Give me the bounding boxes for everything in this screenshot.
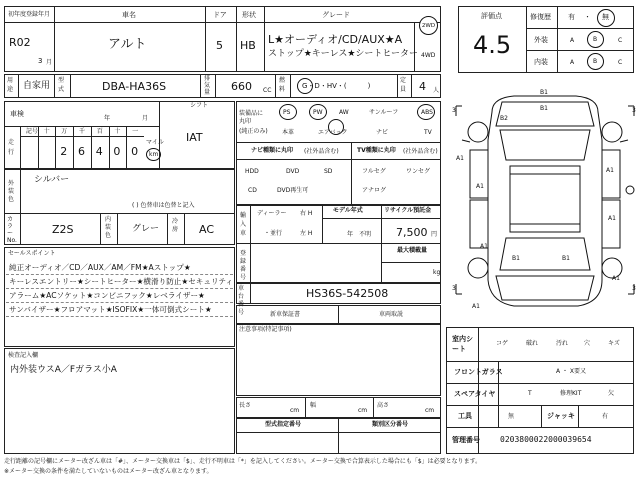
diagram-bracket-1: 3 [452, 107, 456, 114]
mileage-col-divider [55, 126, 56, 169]
diagram-label-12: B1 [562, 255, 570, 262]
sales-line-rule [6, 316, 233, 317]
reg-number-header: 登録番号 [240, 250, 247, 281]
sales-line: キーレスエントリー★シートヒーター★横滑り防止★セキュリティ [9, 277, 234, 286]
manual-header: 車両取説 [379, 311, 404, 318]
diagram-label-6: A1 [606, 167, 614, 174]
dims-block [236, 397, 441, 418]
spare-kit: 修理KIT [560, 390, 582, 397]
mileage-digit: 0 [131, 145, 139, 158]
model-value: DBA-HA36S [102, 80, 167, 93]
equip-item-label: ABS [421, 109, 433, 116]
diagram-label-5: A1 [480, 243, 488, 250]
sales-line-rule [6, 302, 233, 303]
grade-line2: ストップ★キーレス★シートヒーター [268, 49, 419, 59]
car-name-header: 車名 [122, 11, 136, 19]
use-value: 自家用 [23, 81, 51, 91]
inspect-year: 年 [104, 115, 111, 122]
car-damage-diagram [452, 80, 638, 325]
navi-dvd-play: DVD再生可 [277, 187, 309, 194]
import-parallel: ・並行 [264, 230, 283, 237]
use-header: 用途 [7, 77, 14, 93]
check-header: 検査記入欄 [8, 352, 39, 359]
color-note: ( ) 色替車は色替と記入 [132, 202, 195, 209]
interior-c: C [618, 59, 623, 66]
exterior-a: A [570, 37, 575, 44]
recycle-unit: 円 [431, 231, 438, 238]
import-dealer: ディーラー [257, 210, 287, 217]
diagram-label-11: B1 [512, 255, 520, 262]
seat-item: コゲ [496, 340, 509, 347]
height-unit: cm [425, 407, 435, 414]
color-value: シルバー [34, 175, 70, 185]
navi-cd: CD [248, 187, 257, 194]
mileage-col-header: 一 [132, 128, 139, 135]
reg-year-value: R02 [9, 36, 31, 49]
cc-header: 排気量 [204, 75, 211, 96]
seat-header: 室内シート [452, 335, 473, 353]
cc-value: 660 [231, 80, 252, 93]
import-left: 左 H [300, 230, 313, 237]
tv-header: TV種類に丸印 [357, 147, 396, 154]
sales-line: サンバイザー★フロアマット★ISOFIX★一体可倒式シート★ [9, 305, 212, 314]
import-right: 右 H [300, 210, 313, 217]
mileage-col-header: 百 [96, 128, 103, 135]
repair-sep: ・ [584, 13, 591, 21]
inspect-header: 車検 [10, 110, 24, 118]
sales-line: アラーム★ACソケット★コンビニフック★レベライザー★ [9, 291, 205, 300]
diagram-body-outline [488, 96, 602, 306]
score-header: 評価点 [481, 12, 502, 20]
sales-line: 純正オーディオ／CD／AUX／AM／FM★Aストップ★ [9, 263, 191, 272]
glass-header: フロントガラス [454, 368, 503, 376]
mileage-col-header: 十 [43, 128, 50, 135]
ac-header: 冷房 [172, 218, 179, 233]
cc-unit: CC [263, 87, 272, 94]
capacity-header: 定員 [400, 77, 407, 93]
mileage-col-divider [91, 126, 92, 169]
type-number-header: 型式指定番号 [265, 421, 302, 428]
tv-analog: アナログ [362, 187, 387, 194]
class-number-header: 類別区分番号 [372, 421, 409, 428]
import-header: 輸入車 [240, 212, 247, 237]
repair-header: 修復歴 [530, 13, 551, 21]
shift-header: シフト [190, 102, 209, 109]
color-header: 外装色 [8, 180, 15, 203]
notes-header: 注意事項(特記事項) [239, 326, 292, 333]
navi-header: ナビ種類に丸印 [251, 147, 294, 154]
color-code-header: カラーNo. [7, 216, 17, 244]
fuel-value: G・D・HV・( ) [302, 82, 371, 90]
mileage-col-header: 万 [61, 128, 68, 135]
diagram-label-7: B2 [500, 115, 508, 122]
grade-header: グレード [322, 11, 350, 19]
grade-line1: L★オーディオ/CD/AUX★A [268, 33, 403, 46]
length-unit: cm [290, 407, 300, 414]
score-value: 4.5 [473, 31, 512, 59]
model-year-header: モデル年式 [333, 207, 363, 214]
tv-note: (社外品含む) [403, 148, 438, 155]
exterior-header: 外装 [534, 36, 548, 44]
length-header: 長さ [239, 402, 252, 409]
navi-note: (社外品含む) [304, 148, 339, 155]
mileage-col-divider [73, 126, 74, 169]
check-value: 内外装ウスA／Fガラス小A [10, 365, 117, 375]
seat-item: キズ [608, 340, 620, 347]
doors-value: 5 [216, 39, 223, 52]
interior-header: 内装 [534, 58, 548, 66]
notes-block [236, 324, 441, 396]
recycle-value: 7,500 [396, 226, 428, 239]
equip-item-label: サンルーフ [369, 109, 399, 116]
equip-item-label: PS [283, 109, 291, 116]
reg-month-unit: 月 [46, 59, 53, 66]
mileage-col-header: 千 [79, 128, 86, 135]
warranty-header: 新車保証書 [270, 311, 301, 318]
ac-value: AC [199, 223, 215, 236]
sales-line-rule [6, 288, 233, 289]
diagram-label-3: A1 [456, 155, 464, 162]
footer-line-2: ※メーター交換の条件を満たしていないものはメーター改ざん車となります。 [4, 468, 213, 475]
mileage-unit-mile: マイル [146, 139, 164, 146]
sales-header: セールスポイント [8, 250, 56, 257]
diagram-bracket-3: 3 [452, 285, 456, 292]
mileage-header: 走行 [8, 139, 15, 156]
mileage-digit: 0 [113, 145, 121, 158]
model-header: 型式 [58, 77, 65, 93]
spare-missing: 欠 [608, 390, 615, 397]
capacity-unit: 人 [433, 87, 440, 94]
shape-header: 形状 [242, 11, 256, 19]
navi-dvd: DVD [286, 168, 300, 175]
tv-fullseg: フルセグ [362, 168, 386, 175]
mgmt-header: 管理番号 [452, 436, 480, 444]
mileage-digit: 6 [78, 145, 85, 158]
shift-value: IAT [186, 131, 203, 144]
diagram-label-9: A1 [472, 303, 480, 310]
repair-no: 無 [602, 13, 609, 21]
jack-value: 有 [602, 413, 609, 420]
equip-item-label: TV [424, 129, 432, 136]
exterior-b: B [593, 36, 598, 43]
shape-value: HB [240, 39, 256, 52]
spare-t: T [528, 390, 532, 397]
inspect-month: 月 [142, 115, 149, 122]
mileage-col-header: 記号 [25, 128, 38, 135]
maxload-unit: kg [433, 269, 441, 276]
footer-line-1: 走行距離の記号欄にメーター改ざん車は「#」、メーター交換車は「$」、走行不明車は「*」を記入してください。メーター交換で合算表示した場合にも「$」は必要となります。 [4, 458, 482, 465]
equip-item-label: エアバック [318, 129, 348, 136]
car-name-value: アルト [108, 37, 147, 52]
equip-item-label: PW [313, 109, 323, 116]
equip-header: 装備品に丸印 [239, 110, 264, 125]
navi-sd: SD [324, 168, 333, 175]
drive-2wd-circle [419, 16, 438, 35]
glass-values: A ・ X要又 [556, 368, 587, 375]
mileage-col-divider [109, 126, 110, 169]
check-block [4, 348, 235, 454]
navi-hdd: HDD [245, 168, 259, 175]
equip-item-label: 本革 [282, 129, 295, 136]
height-header: 高さ [377, 402, 390, 409]
equip-item-label: AW [339, 109, 349, 116]
reg-year-header: 初年度登録年月 [8, 11, 51, 18]
diagram-label-4: A1 [476, 183, 484, 190]
diagram-label-10: A1 [612, 275, 620, 282]
mgmt-value: 0203800022000039654 [500, 435, 592, 444]
diagram-label-8: A1 [608, 215, 616, 222]
interior-b: B [593, 58, 598, 65]
spare-header: スペアタイヤ [454, 390, 496, 398]
diagram-label-1: B1 [540, 89, 548, 96]
mileage-digit: 2 [60, 145, 68, 158]
interior-color-value: グレー [132, 224, 160, 234]
chassis-value: HS36S-542508 [306, 287, 389, 300]
interior-color-header: 内装色 [105, 216, 112, 239]
recycle-header: リサイクル預託金 [384, 207, 432, 214]
sales-line-rule [6, 274, 233, 275]
seat-item: 穴 [584, 340, 591, 347]
fuel-header: 燃料 [279, 77, 286, 93]
mileage-unit-km: km [149, 151, 159, 158]
mileage-col-header: 十 [114, 128, 121, 135]
drive-value: 2WD [421, 22, 436, 29]
diagram-bracket-2: 3 [632, 107, 636, 114]
chassis-header: 車台番号 [238, 285, 245, 316]
capacity-value: 4 [419, 80, 426, 93]
exterior-c: C [618, 37, 623, 44]
drive-alt: 4WD [421, 52, 436, 59]
model-year-value: 年 不明 [347, 231, 372, 238]
seat-item: 破れ [526, 340, 539, 347]
diagram-label-2: B1 [540, 105, 548, 112]
seat-item: 汚れ [556, 340, 569, 347]
interior-a: A [570, 59, 575, 66]
tools-value: 無 [508, 413, 515, 420]
mileage-digit: 4 [95, 145, 103, 158]
width-header: 幅 [310, 402, 317, 409]
maxload-header: 最大積載量 [397, 247, 428, 254]
jack-header: ジャッキ [547, 412, 575, 420]
equip-header-note: (純正のみ) [239, 128, 268, 135]
color-code-value: Z2S [52, 223, 74, 236]
tools-header: 工具 [458, 412, 472, 420]
repair-yes: 有 [568, 13, 575, 21]
doors-header: ドア [213, 11, 227, 19]
width-unit: cm [358, 407, 368, 414]
equip-item-label: ナビ [376, 129, 389, 136]
tv-oneseg: ワンセグ [406, 168, 431, 175]
reg-month-value: 3 [38, 57, 43, 65]
mileage-col-divider [38, 126, 39, 169]
mileage-col-divider [126, 126, 127, 169]
diagram-bracket-4: 3 [632, 285, 636, 292]
